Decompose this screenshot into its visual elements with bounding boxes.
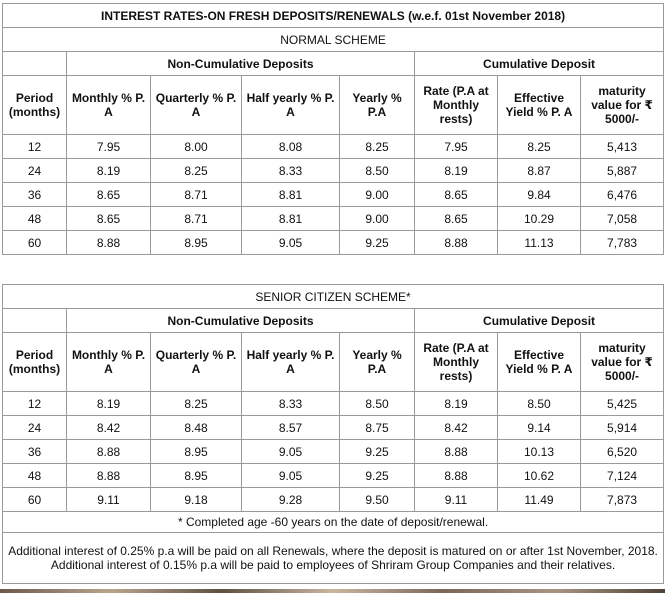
senior-footnote: * Completed age -60 years on the date of deposit/renewal. xyxy=(3,512,664,533)
col-half-yearly: Half yearly % P. A xyxy=(242,76,340,135)
col-effective-yield: Effective Yield % P. A xyxy=(498,333,581,392)
table-cell: 8.65 xyxy=(67,183,151,207)
table-cell: 8.19 xyxy=(67,159,151,183)
table-cell: 9.11 xyxy=(67,488,151,512)
table-cell: 9.25 xyxy=(340,464,415,488)
table-cell: 10.62 xyxy=(498,464,581,488)
table-row xyxy=(3,159,664,183)
table-cell: 48 xyxy=(3,207,67,231)
col-quarterly: Quarterly % P. A xyxy=(151,76,242,135)
table-cell: 8.33 xyxy=(242,159,340,183)
normal-rows xyxy=(3,135,664,255)
table-cell: 8.42 xyxy=(415,416,498,440)
cumulative-heading: Cumulative Deposit xyxy=(415,52,664,76)
table-cell: 8.33 xyxy=(242,392,340,416)
table-cell: 36 xyxy=(3,183,67,207)
table-cell: 8.25 xyxy=(498,135,581,159)
table-cell: 9.05 xyxy=(242,440,340,464)
table-cell: 11.13 xyxy=(498,231,581,255)
table-cell: 9.05 xyxy=(242,231,340,255)
col-monthly: Monthly % P. A xyxy=(67,76,151,135)
table-cell: 8.88 xyxy=(415,464,498,488)
col-effective-yield: Effective Yield % P. A xyxy=(498,76,581,135)
table-cell: 8.50 xyxy=(340,392,415,416)
table-cell: 48 xyxy=(3,464,67,488)
table-cell: 6,476 xyxy=(581,183,664,207)
table-cell: 8.08 xyxy=(242,135,340,159)
photo-strip xyxy=(0,589,665,593)
table-row xyxy=(3,464,664,488)
renewal-note: Additional interest of 0.25% p.a will be paid on all Renewals, where the deposit is matured on or after 1st November, 2018. xyxy=(8,544,658,558)
table-cell: 5,914 xyxy=(581,416,664,440)
table-cell: 9.25 xyxy=(340,231,415,255)
table-cell: 24 xyxy=(3,159,67,183)
table-cell: 12 xyxy=(3,392,67,416)
table-cell: 8.88 xyxy=(415,440,498,464)
table-cell: 7,124 xyxy=(581,464,664,488)
table-row xyxy=(3,440,664,464)
table-cell: 7.95 xyxy=(67,135,151,159)
table-cell: 8.42 xyxy=(67,416,151,440)
col-yearly: Yearly % P.A xyxy=(340,333,415,392)
table-cell: 10.29 xyxy=(498,207,581,231)
table-cell: 60 xyxy=(3,231,67,255)
table-cell: 9.18 xyxy=(151,488,242,512)
table-cell: 8.88 xyxy=(67,440,151,464)
col-rate: Rate (P.A at Monthly rests) xyxy=(415,76,498,135)
table-row xyxy=(3,135,664,159)
table-cell: 8.00 xyxy=(151,135,242,159)
col-yearly: Yearly % P.A xyxy=(340,76,415,135)
additional-notes xyxy=(3,533,664,584)
table-cell: 8.19 xyxy=(415,159,498,183)
table-row xyxy=(3,488,664,512)
table-cell: 8.95 xyxy=(151,440,242,464)
table-cell: 8.71 xyxy=(151,207,242,231)
table-cell: 24 xyxy=(3,416,67,440)
blank-cell xyxy=(3,309,67,333)
col-quarterly: Quarterly % P. A xyxy=(151,333,242,392)
table-cell: 8.75 xyxy=(340,416,415,440)
col-period: Period (months) xyxy=(3,333,67,392)
senior-scheme-table xyxy=(2,284,664,584)
table-cell: 5,425 xyxy=(581,392,664,416)
table-cell: 9.84 xyxy=(498,183,581,207)
table-cell: 9.25 xyxy=(340,440,415,464)
table-cell: 36 xyxy=(3,440,67,464)
table-cell: 7,783 xyxy=(581,231,664,255)
page-title: INTEREST RATES-ON FRESH DEPOSITS/RENEWALS (w.e.f. 01st November 2018) xyxy=(3,4,664,28)
table-cell: 9.50 xyxy=(340,488,415,512)
table-cell: 9.00 xyxy=(340,207,415,231)
table-cell: 9.11 xyxy=(415,488,498,512)
table-row xyxy=(3,416,664,440)
table-row xyxy=(3,392,664,416)
table-cell: 8.65 xyxy=(67,207,151,231)
table-cell: 8.25 xyxy=(340,135,415,159)
normal-scheme-heading: NORMAL SCHEME xyxy=(3,28,664,52)
table-cell: 7.95 xyxy=(415,135,498,159)
table-cell: 8.25 xyxy=(151,159,242,183)
blank-cell xyxy=(3,52,67,76)
table-cell: 8.19 xyxy=(415,392,498,416)
table-cell: 8.48 xyxy=(151,416,242,440)
non-cumulative-heading: Non-Cumulative Deposits xyxy=(67,309,415,333)
table-cell: 8.88 xyxy=(67,464,151,488)
table-cell: 6,520 xyxy=(581,440,664,464)
table-cell: 8.95 xyxy=(151,231,242,255)
table-cell: 9.28 xyxy=(242,488,340,512)
table-cell: 8.88 xyxy=(415,231,498,255)
table-cell: 8.81 xyxy=(242,207,340,231)
col-period: Period (months) xyxy=(3,76,67,135)
table-cell: 10.13 xyxy=(498,440,581,464)
col-monthly: Monthly % P. A xyxy=(67,333,151,392)
table-cell: 8.87 xyxy=(498,159,581,183)
senior-scheme-heading: SENIOR CITIZEN SCHEME* xyxy=(3,285,664,309)
table-cell: 8.57 xyxy=(242,416,340,440)
table-row xyxy=(3,207,664,231)
non-cumulative-heading: Non-Cumulative Deposits xyxy=(67,52,415,76)
table-cell: 7,058 xyxy=(581,207,664,231)
table-cell: 9.05 xyxy=(242,464,340,488)
senior-rows xyxy=(3,392,664,512)
table-row xyxy=(3,231,664,255)
table-cell: 7,873 xyxy=(581,488,664,512)
table-cell: 9.14 xyxy=(498,416,581,440)
col-rate: Rate (P.A at Monthly rests) xyxy=(415,333,498,392)
table-cell: 9.00 xyxy=(340,183,415,207)
table-cell: 8.81 xyxy=(242,183,340,207)
cumulative-heading: Cumulative Deposit xyxy=(415,309,664,333)
table-row xyxy=(3,183,664,207)
table-cell: 12 xyxy=(3,135,67,159)
col-half-yearly: Half yearly % P. A xyxy=(242,333,340,392)
table-cell: 11.49 xyxy=(498,488,581,512)
col-maturity: maturity value for ₹ 5000/- xyxy=(581,76,664,135)
table-cell: 8.95 xyxy=(151,464,242,488)
table-cell: 8.71 xyxy=(151,183,242,207)
table-cell: 5,413 xyxy=(581,135,664,159)
table-cell: 8.65 xyxy=(415,207,498,231)
normal-scheme-table xyxy=(2,3,664,255)
table-cell: 5,887 xyxy=(581,159,664,183)
table-cell: 60 xyxy=(3,488,67,512)
table-cell: 8.19 xyxy=(67,392,151,416)
table-cell: 8.25 xyxy=(151,392,242,416)
employees-note: Additional interest of 0.15% p.a will be paid to employees of Shriram Group Companies and their relatives. xyxy=(50,558,616,572)
table-cell: 8.65 xyxy=(415,183,498,207)
table-cell: 8.50 xyxy=(498,392,581,416)
col-maturity: maturity value for ₹ 5000/- xyxy=(581,333,664,392)
table-cell: 8.50 xyxy=(340,159,415,183)
table-cell: 8.88 xyxy=(67,231,151,255)
